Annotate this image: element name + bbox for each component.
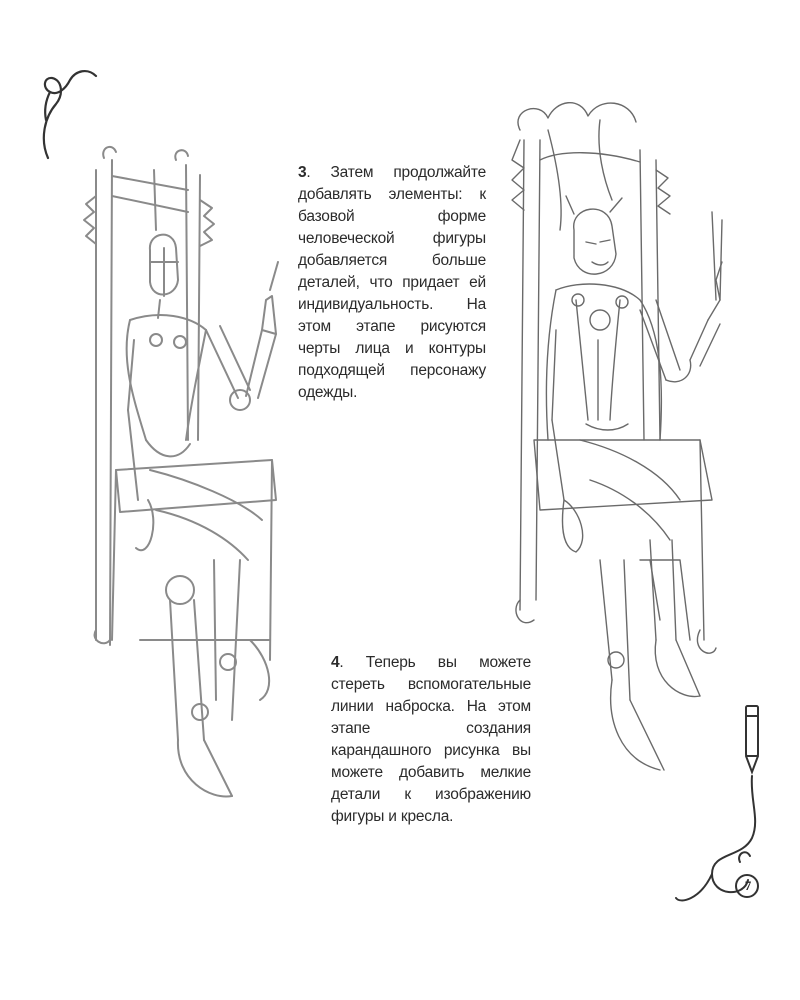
step-4-text: . Теперь вы можете стереть вспомогательные линии наброска. На этом этапе создания карандашного рисунка вы можете добавить мелкие детали к изображению фигуры и кресла. [331, 653, 531, 825]
page-number: 7 [744, 878, 752, 893]
step-4-number: 4 [331, 653, 340, 671]
step-3-text: . Затем продолжайте добавлять элементы: к базовой форме человеческой фигуры добавляется больше деталей, что придает ей индивидуальность. На этом этапе рисуются черты лица и контуры подходящей персонажу одежды. [298, 163, 486, 401]
step-3-number: 3 [298, 163, 307, 181]
step-4-paragraph [331, 652, 531, 828]
step-3-paragraph [298, 162, 486, 404]
pencil-icon [746, 706, 758, 756]
